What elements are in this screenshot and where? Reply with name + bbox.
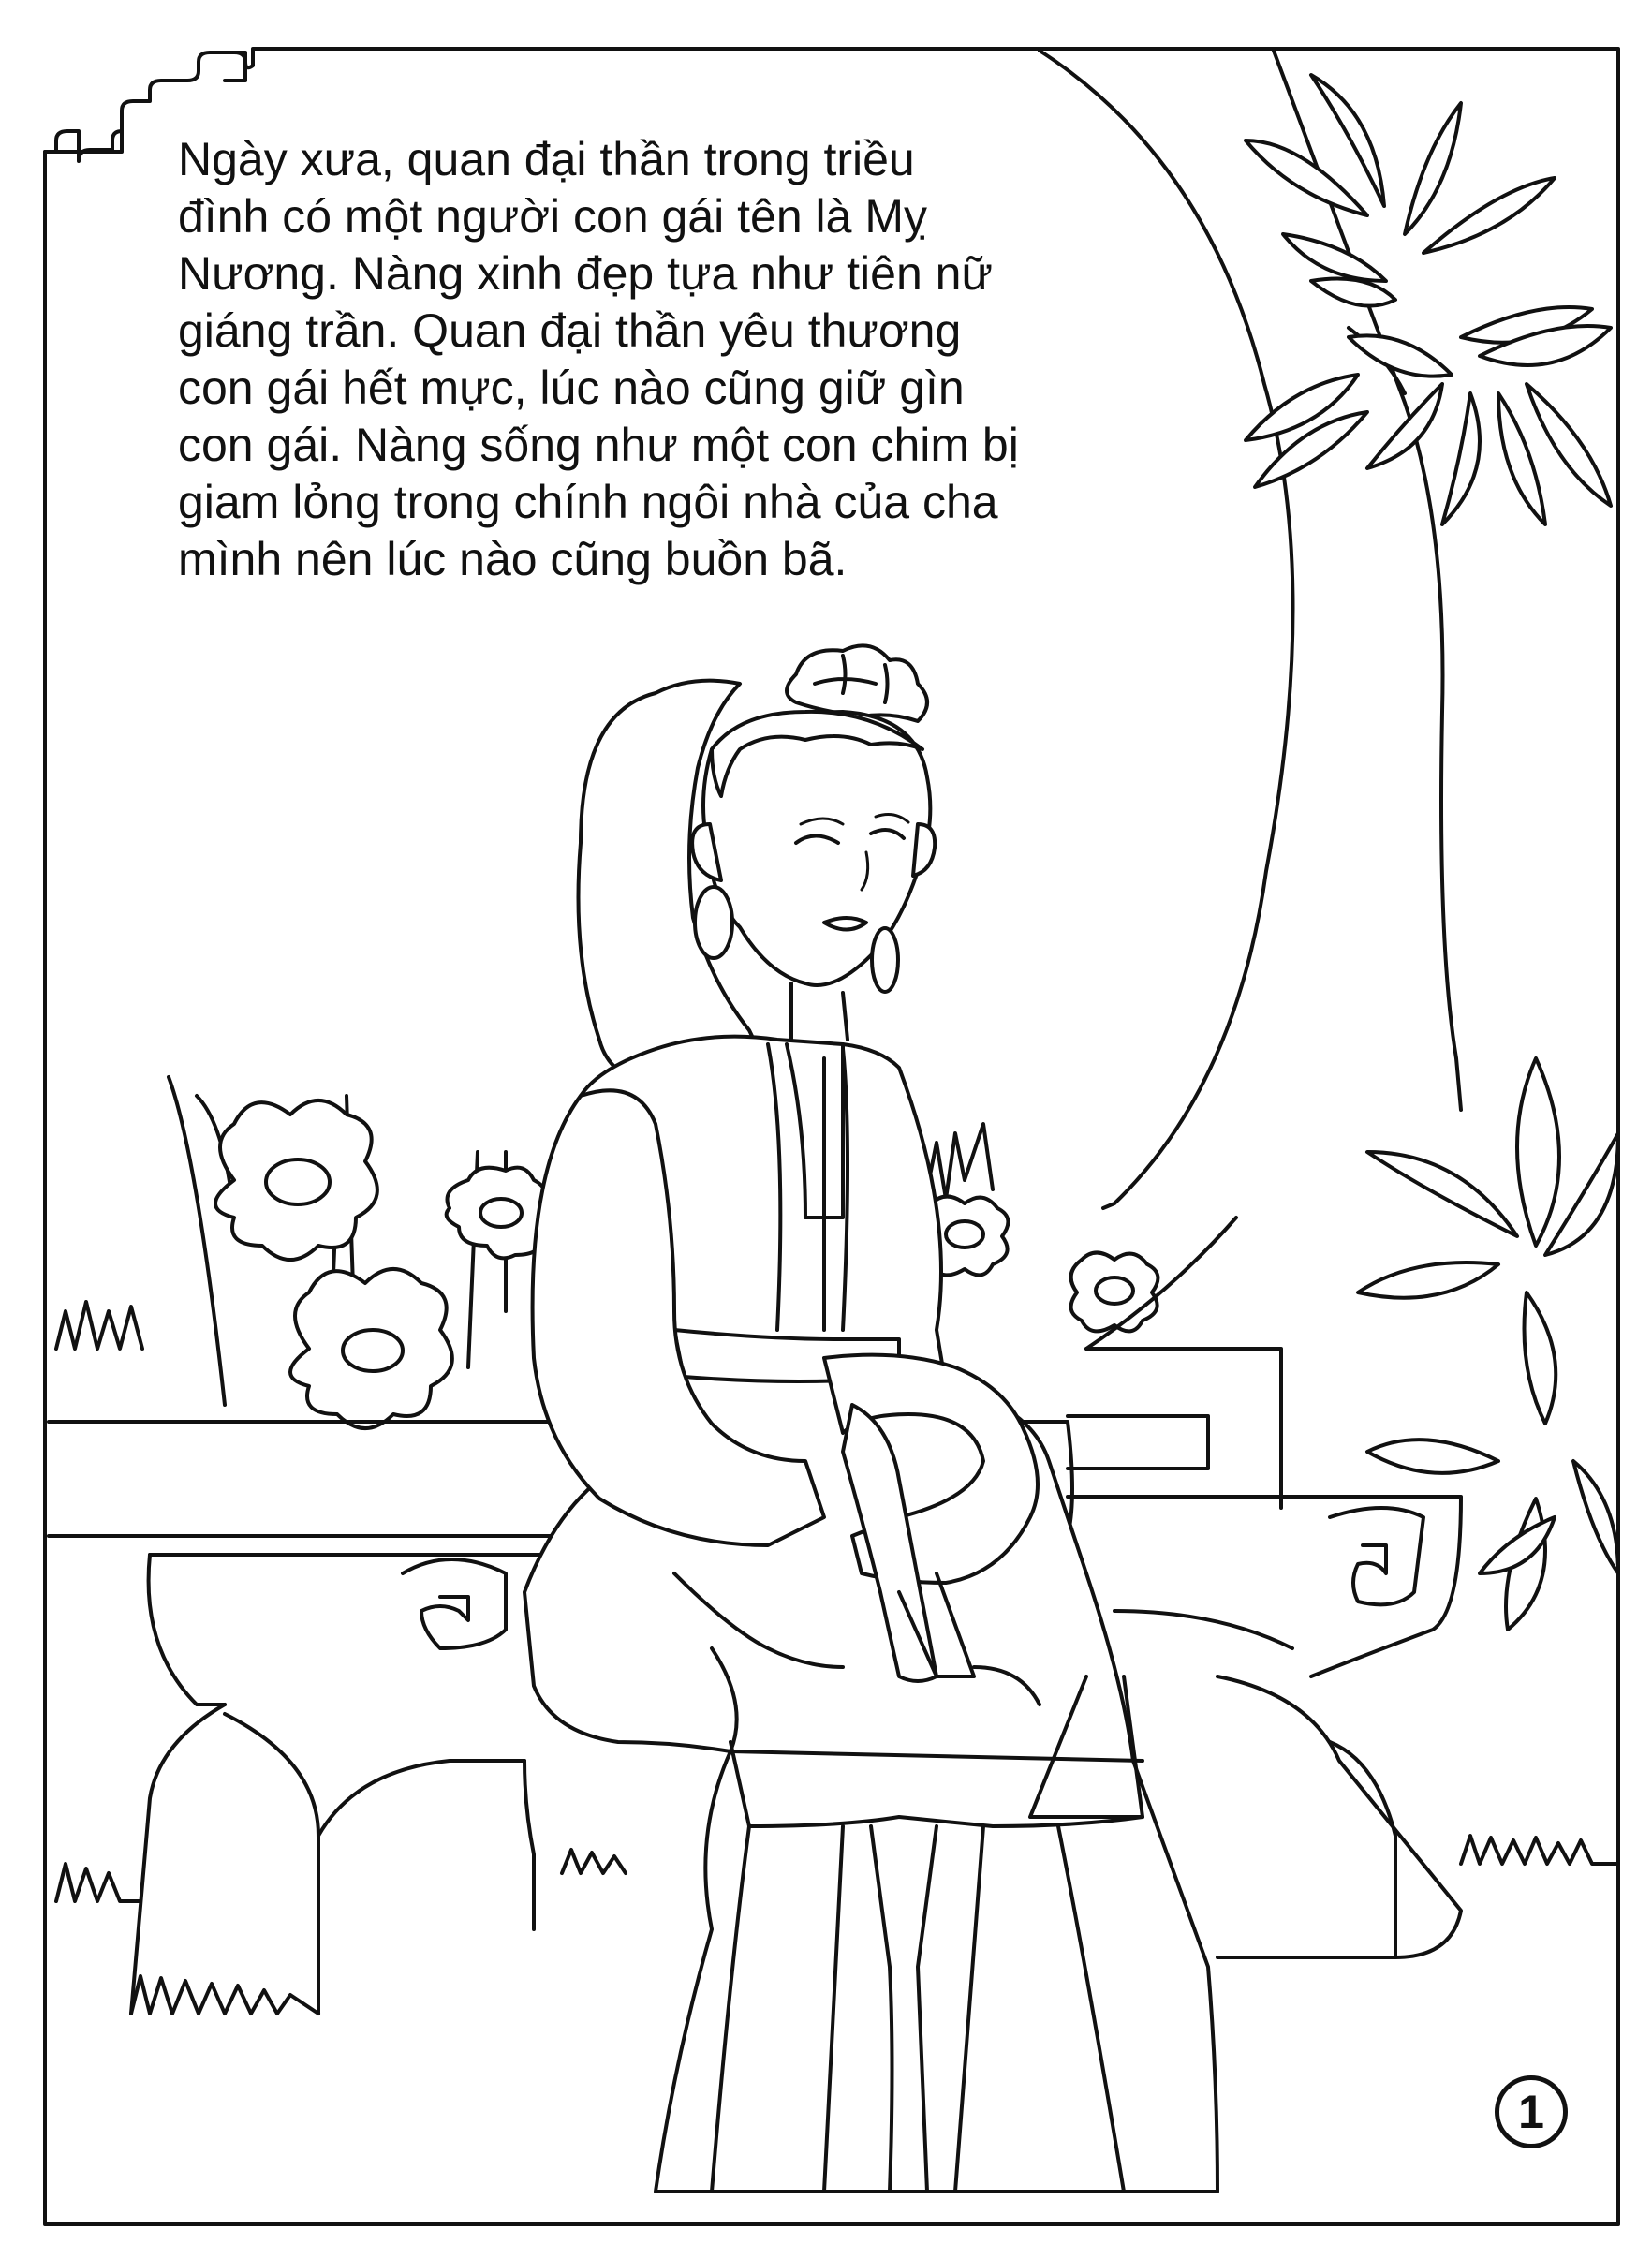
earring-right-icon [872, 928, 898, 992]
flower-icon [290, 1269, 452, 1428]
story-line: giam lỏng trong chính ngôi nhà của cha [178, 476, 998, 528]
story-line: con gái. Nàng sống như một con chim bị [178, 419, 1019, 471]
story-line: giáng trần. Quan đại thần yêu thương [178, 304, 962, 357]
tree [1040, 51, 1611, 1208]
bench-scroll-left [403, 1559, 506, 1648]
flower-icon [215, 1100, 377, 1260]
story-line: Nương. Nàng xinh đẹp tựa như tiên nữ [178, 247, 993, 300]
earring-left-icon [695, 887, 732, 958]
story-text [178, 131, 1049, 588]
grass-bottom [131, 1976, 318, 2014]
bush-right [1358, 1058, 1618, 1630]
grass-right [1461, 1836, 1618, 1864]
story-line: con gái hết mực, lúc nào cũng giữ gìn [178, 362, 965, 414]
grass-middle [562, 1850, 626, 1873]
story-line: đình có một người con gái tên là Mỵ [178, 190, 927, 243]
story-line: Ngày xưa, quan đại thần trong triều [178, 133, 915, 185]
leaf-icon [1246, 140, 1367, 215]
bench-scroll-right [1330, 1508, 1423, 1604]
grass-left [56, 1864, 140, 1901]
page-number: 1 [1495, 2075, 1568, 2148]
girl-my-nuong [524, 645, 1217, 2192]
hair-bun [787, 645, 927, 721]
story-line: mình nên lúc nào cũng buồn bã. [178, 533, 848, 585]
flower-icon [1071, 1253, 1158, 1332]
